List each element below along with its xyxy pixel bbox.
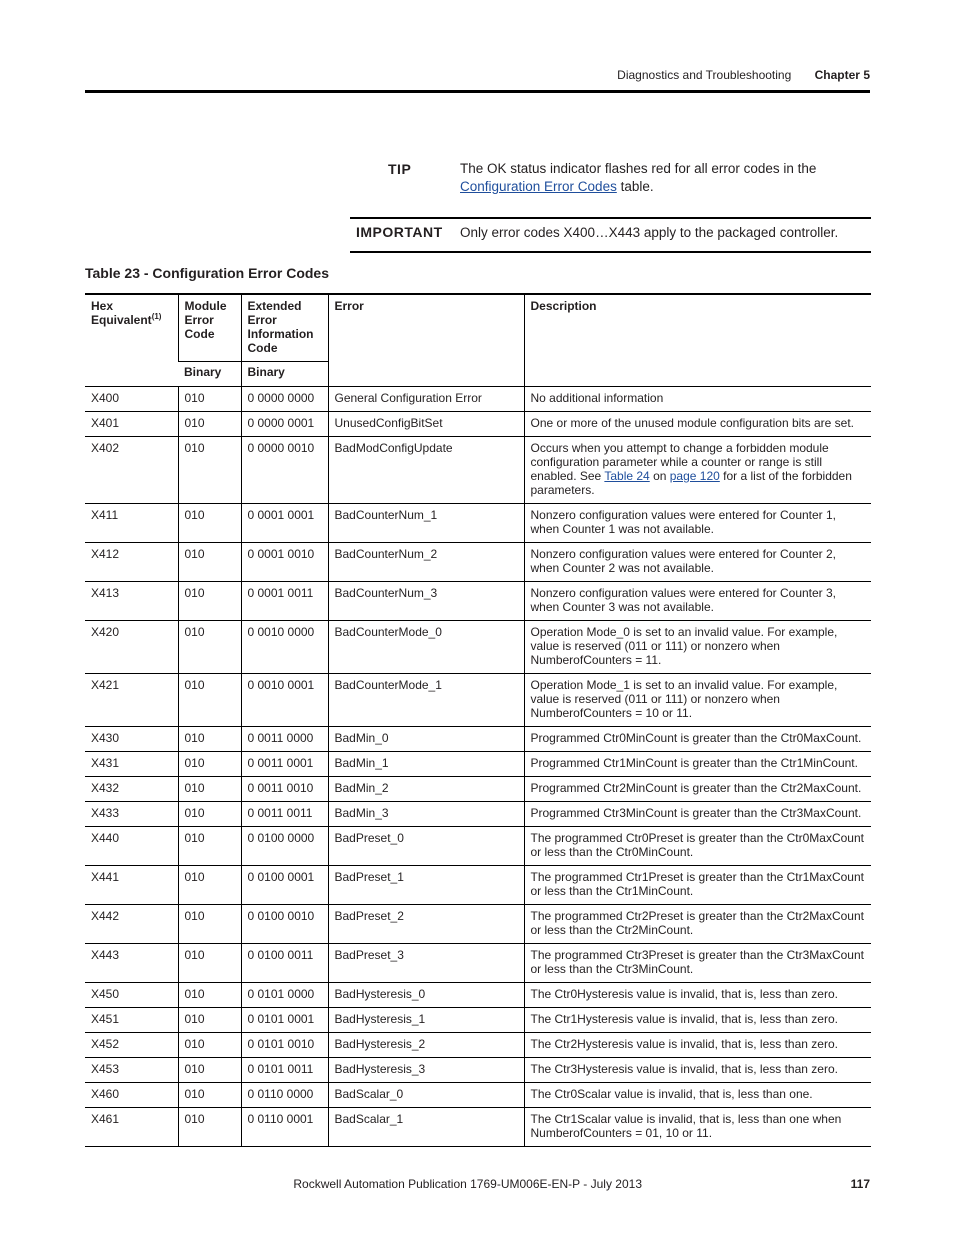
description-cell: Programmed Ctr0MinCount is greater than the Ctr0MaxCount.	[524, 727, 871, 752]
hex-cell: X452	[85, 1033, 178, 1058]
module-code-cell: 010	[178, 1083, 241, 1108]
col-header-error: Error	[328, 294, 524, 387]
error-name-cell: BadHysteresis_2	[328, 1033, 524, 1058]
description-cell: One or more of the unused module configuration bits are set.	[524, 412, 871, 437]
table-row	[85, 983, 871, 1008]
module-code-cell: 010	[178, 582, 241, 621]
tip-callout	[350, 160, 871, 200]
error-name-cell: BadCounterNum_3	[328, 582, 524, 621]
hex-cell: X442	[85, 905, 178, 944]
module-code-cell: 010	[178, 827, 241, 866]
module-code-cell: 010	[178, 866, 241, 905]
description-cell: The programmed Ctr2Preset is greater than the Ctr2MaxCount or less than the Ctr2MinCount.	[524, 905, 871, 944]
description-cell: Programmed Ctr2MinCount is greater than the Ctr2MaxCount.	[524, 777, 871, 802]
table-row	[85, 437, 871, 504]
module-code-cell: 010	[178, 674, 241, 727]
extended-code-cell: 0 0100 0010	[241, 905, 328, 944]
hex-cell: X432	[85, 777, 178, 802]
hex-cell: X440	[85, 827, 178, 866]
page-header	[85, 66, 870, 93]
col-header-hex: Hex Equivalent$^{(1)}$	[85, 294, 178, 387]
extended-code-cell: 0 0011 0000	[241, 727, 328, 752]
description-cell: Nonzero configuration values were entered for Counter 2, when Counter 2 was not available.	[524, 543, 871, 582]
hex-cell: X433	[85, 802, 178, 827]
module-code-cell: 010	[178, 387, 241, 412]
table-24-link[interactable]: Table 24	[604, 469, 650, 483]
extended-code-cell: 0 0100 0001	[241, 866, 328, 905]
table-row	[85, 1058, 871, 1083]
hex-cell: X420	[85, 621, 178, 674]
table-row	[85, 777, 871, 802]
error-name-cell: BadMin_0	[328, 727, 524, 752]
module-code-cell: 010	[178, 1058, 241, 1083]
module-code-cell: 010	[178, 777, 241, 802]
description-cell: The Ctr3Hysteresis value is invalid, that is, less than zero.	[524, 1058, 871, 1083]
error-name-cell: BadCounterMode_0	[328, 621, 524, 674]
extended-code-cell: 0 0101 0011	[241, 1058, 328, 1083]
table-row	[85, 504, 871, 543]
hex-cell: X421	[85, 674, 178, 727]
hex-cell: X401	[85, 412, 178, 437]
page-120-link[interactable]: page 120	[669, 469, 720, 483]
header-right	[617, 68, 870, 82]
hex-cell: X443	[85, 944, 178, 983]
module-code-cell: 010	[178, 412, 241, 437]
error-name-cell: UnusedConfigBitSet	[328, 412, 524, 437]
error-name-cell: BadHysteresis_0	[328, 983, 524, 1008]
error-name-cell: BadModConfigUpdate	[328, 437, 524, 504]
tip-label: TIP	[388, 161, 412, 177]
module-code-cell: 010	[178, 437, 241, 504]
description-cell: The programmed Ctr1Preset is greater than the Ctr1MaxCount or less than the Ctr1MinCount.	[524, 866, 871, 905]
publication-info: Rockwell Automation Publication 1769-UM006E-EN-P - July 2013	[293, 1177, 642, 1191]
table-row	[85, 582, 871, 621]
configuration-error-codes-table	[85, 293, 871, 1147]
extended-code-cell: 0 0010 0000	[241, 621, 328, 674]
tip-text-after: table.	[616, 179, 654, 194]
header-chapter: Chapter 5	[814, 68, 870, 82]
error-name-cell: BadPreset_2	[328, 905, 524, 944]
extended-code-cell: 0 0110 0000	[241, 1083, 328, 1108]
error-name-cell: BadHysteresis_1	[328, 1008, 524, 1033]
error-name-cell: BadPreset_1	[328, 866, 524, 905]
module-code-cell: 010	[178, 543, 241, 582]
header-section-title: Diagnostics and Troubleshooting	[617, 68, 792, 82]
table-row	[85, 1083, 871, 1108]
hex-cell: X450	[85, 983, 178, 1008]
module-code-cell: 010	[178, 905, 241, 944]
extended-code-cell: 0 0001 0001	[241, 504, 328, 543]
page-number: 117	[850, 1177, 870, 1191]
description-text: Occurs when you attempt to change a forbidden module configuration parameter while a counter or range is still enabled. See	[530, 441, 829, 483]
extended-code-cell: 0 0110 0001	[241, 1108, 328, 1147]
important-text: Only error codes X400…X443 apply to the packaged controller.	[460, 225, 839, 240]
description-cell: The programmed Ctr3Preset is greater than the Ctr3MaxCount or less than the Ctr3MinCount.	[524, 944, 871, 983]
col-header-module: Module Error Code	[178, 294, 241, 362]
extended-code-cell: 0 0101 0010	[241, 1033, 328, 1058]
module-code-cell: 010	[178, 621, 241, 674]
description-cell: The Ctr0Scalar value is invalid, that is, less than one.	[524, 1083, 871, 1108]
footnote-marker: (1)	[151, 312, 162, 321]
table-row	[85, 752, 871, 777]
hex-cell: X430	[85, 727, 178, 752]
table-row	[85, 944, 871, 983]
description-text: on	[649, 469, 670, 483]
hex-cell: X411	[85, 504, 178, 543]
error-name-cell: BadScalar_0	[328, 1083, 524, 1108]
important-callout	[350, 217, 871, 253]
description-cell: Nonzero configuration values were entered for Counter 1, when Counter 1 was not available.	[524, 504, 871, 543]
extended-code-cell: 0 0001 0011	[241, 582, 328, 621]
table-row	[85, 802, 871, 827]
extended-code-cell: 0 0100 0011	[241, 944, 328, 983]
extended-code-cell: 0 0000 0000	[241, 387, 328, 412]
extended-code-cell: 0 0010 0001	[241, 674, 328, 727]
col-subheader-binary-extended: Binary	[241, 362, 328, 387]
module-code-cell: 010	[178, 944, 241, 983]
error-name-cell: BadPreset_3	[328, 944, 524, 983]
error-name-cell: BadPreset_0	[328, 827, 524, 866]
hex-cell: X453	[85, 1058, 178, 1083]
hex-cell: X451	[85, 1008, 178, 1033]
table-row	[85, 387, 871, 412]
hex-cell: X441	[85, 866, 178, 905]
col-header-description: Description	[524, 294, 871, 387]
table-row	[85, 1008, 871, 1033]
description-cell: Operation Mode_1 is set to an invalid value. For example, value is reserved (011 or 111) or nonzero when NumberofCounters = 10 or 11.	[524, 674, 871, 727]
description-cell: The Ctr0Hysteresis value is invalid, that is, less than zero.	[524, 983, 871, 1008]
description-text: for a list of the forbidden parameters.	[530, 469, 852, 497]
extended-code-cell: 0 0000 0001	[241, 412, 328, 437]
description-cell	[524, 437, 871, 504]
module-code-cell: 010	[178, 504, 241, 543]
hex-cell: X402	[85, 437, 178, 504]
description-cell: Programmed Ctr1MinCount is greater than the Ctr1MinCount.	[524, 752, 871, 777]
tip-text-before: The OK status indicator flashes red for all error codes in the	[460, 161, 817, 176]
col-subheader-binary-module: Binary	[178, 362, 241, 387]
table-header-row	[85, 294, 871, 362]
module-code-cell: 010	[178, 1108, 241, 1147]
table-row	[85, 412, 871, 437]
error-name-cell: BadScalar_1	[328, 1108, 524, 1147]
description-cell: Nonzero configuration values were entered for Counter 3, when Counter 3 was not available.	[524, 582, 871, 621]
error-name-cell: BadMin_3	[328, 802, 524, 827]
module-code-cell: 010	[178, 802, 241, 827]
module-code-cell: 010	[178, 1008, 241, 1033]
table-row	[85, 1108, 871, 1147]
module-code-cell: 010	[178, 727, 241, 752]
hex-cell: X460	[85, 1083, 178, 1108]
error-name-cell: BadMin_1	[328, 752, 524, 777]
error-name-cell: BadCounterMode_1	[328, 674, 524, 727]
module-code-cell: 010	[178, 1033, 241, 1058]
error-name-cell: BadMin_2	[328, 777, 524, 802]
extended-code-cell: 0 0101 0001	[241, 1008, 328, 1033]
extended-code-cell: 0 0001 0010	[241, 543, 328, 582]
table-title: Table 23 - Configuration Error Codes	[85, 265, 329, 281]
description-cell: The Ctr2Hysteresis value is invalid, that is, less than zero.	[524, 1033, 871, 1058]
error-name-cell: General Configuration Error	[328, 387, 524, 412]
extended-code-cell: 0 0000 0010	[241, 437, 328, 504]
extended-code-cell: 0 0011 0011	[241, 802, 328, 827]
table-row	[85, 674, 871, 727]
description-cell: The Ctr1Scalar value is invalid, that is, less than one when NumberofCounters = 01, 10 or 11.	[524, 1108, 871, 1147]
table-row	[85, 905, 871, 944]
important-label: IMPORTANT	[356, 224, 443, 240]
extended-code-cell: 0 0011 0001	[241, 752, 328, 777]
hex-cell: X412	[85, 543, 178, 582]
module-code-cell: 010	[178, 752, 241, 777]
configuration-error-codes-link[interactable]: Configuration Error Codes	[460, 179, 617, 194]
hex-cell: X461	[85, 1108, 178, 1147]
error-name-cell: BadCounterNum_1	[328, 504, 524, 543]
description-cell: Programmed Ctr3MinCount is greater than the Ctr3MaxCount.	[524, 802, 871, 827]
table-row	[85, 727, 871, 752]
extended-code-cell: 0 0100 0000	[241, 827, 328, 866]
description-cell: The Ctr1Hysteresis value is invalid, that is, less than zero.	[524, 1008, 871, 1033]
table-row	[85, 543, 871, 582]
extended-code-cell: 0 0101 0000	[241, 983, 328, 1008]
table-row	[85, 866, 871, 905]
table-row	[85, 621, 871, 674]
hex-cell: X431	[85, 752, 178, 777]
col-header-extended: Extended Error Information Code	[241, 294, 328, 362]
extended-code-cell: 0 0011 0010	[241, 777, 328, 802]
description-cell: Operation Mode_0 is set to an invalid value. For example, value is reserved (011 or 111) or nonzero when NumberofCounters = 11.	[524, 621, 871, 674]
description-cell: No additional information	[524, 387, 871, 412]
table-row	[85, 1033, 871, 1058]
table-row	[85, 827, 871, 866]
hex-cell: X413	[85, 582, 178, 621]
error-name-cell: BadHysteresis_3	[328, 1058, 524, 1083]
hex-cell: X400	[85, 387, 178, 412]
error-name-cell: BadCounterNum_2	[328, 543, 524, 582]
description-cell: The programmed Ctr0Preset is greater than the Ctr0MaxCount or less than the Ctr0MinCount.	[524, 827, 871, 866]
tip-text	[460, 160, 867, 196]
module-code-cell: 010	[178, 983, 241, 1008]
